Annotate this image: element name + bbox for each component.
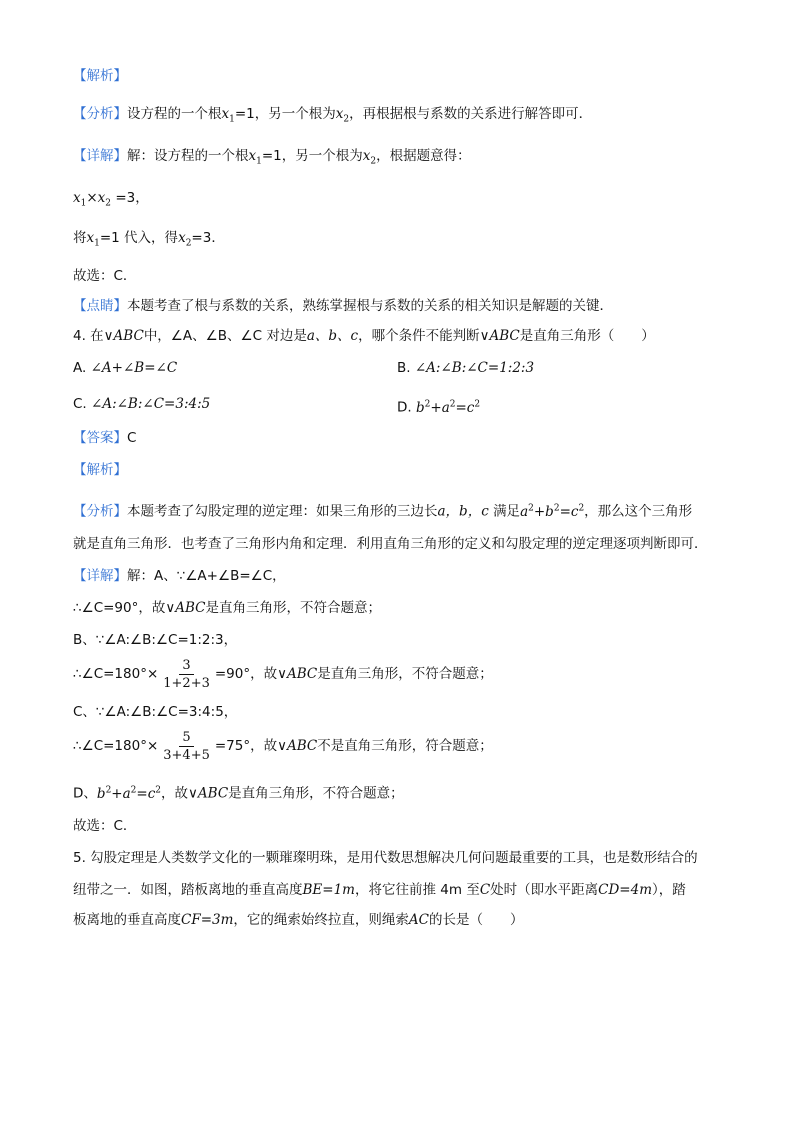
- option-label: D.: [397, 399, 412, 416]
- text: 处时（即水平距离: [490, 882, 599, 898]
- q3-comment-line: [73, 296, 613, 316]
- text: ，故: [161, 785, 189, 802]
- math-c: C: [479, 882, 491, 898]
- q4-options-row1: [73, 358, 733, 378]
- math-x1: $x_1$: [86, 230, 100, 249]
- analysis-heading: [73, 66, 127, 86]
- triangle-abc: ∨ABC: [479, 328, 520, 344]
- xiangjie-tag: 【详解】: [73, 568, 127, 584]
- q4-detail-A: [73, 566, 286, 586]
- option-a[interactable]: [73, 360, 177, 376]
- math-x2: $x_2$: [178, 230, 192, 249]
- math-x1: $x_1$: [248, 148, 262, 167]
- fenxi-tag: 【分析】: [73, 503, 127, 520]
- math-sides: a、b、c: [306, 328, 359, 344]
- fraction: [160, 729, 213, 764]
- fraction: [160, 657, 213, 692]
- denominator: 3+4+5: [163, 747, 210, 763]
- text: ，那么这个三角形: [584, 503, 693, 520]
- math-x1: $x_1$: [221, 106, 235, 125]
- q5-line2: [73, 880, 686, 900]
- text: ，哪个条件不能判断: [358, 328, 480, 344]
- text: 解：A、∵∠A+∠B=∠C，: [127, 568, 286, 584]
- option-text: ∠A:∠B:∠C=1:2:3: [414, 360, 535, 376]
- text: 是直角三角形（ ）: [519, 328, 655, 344]
- q3-product-line: [73, 188, 149, 214]
- text: ，再根据根与系数的关系进行解答即可．: [349, 106, 593, 122]
- q3-analysis-line: [73, 104, 592, 130]
- q4-A-result: [73, 598, 381, 618]
- text: 本题考查了根与系数的关系，熟练掌握根与系数的关系的相关知识是解题的关键．: [127, 298, 613, 314]
- text: =1，另一个根为: [234, 106, 336, 122]
- text: =1 代入，得: [99, 230, 179, 246]
- math-x2: $x_2$: [335, 106, 350, 125]
- text: =90°，故: [214, 666, 278, 682]
- text: =1，另一个根为: [261, 148, 363, 164]
- text: D、: [73, 785, 97, 802]
- option-b[interactable]: [397, 358, 534, 378]
- math-product: $x_1\times x_2$: [73, 190, 112, 209]
- option-label: B.: [397, 360, 411, 376]
- text: ，根据题意得：: [376, 148, 471, 164]
- math-x2: $x_2$: [362, 148, 377, 167]
- q4-C-calc: [73, 728, 493, 764]
- text: ∴∠C=180°×: [73, 666, 159, 682]
- q4-stem: [73, 326, 655, 346]
- text: =3，: [115, 190, 149, 206]
- triangle-abc: ∨ABC: [277, 666, 318, 682]
- numerator: 3: [179, 657, 193, 675]
- analysis-tag: 【解析】: [73, 68, 127, 84]
- text: ∴∠C=90°，故: [73, 600, 166, 616]
- q3-choose: 故选：C．: [73, 268, 137, 284]
- math-pythagoras: $b^2+a^2=c^2$: [96, 785, 162, 802]
- denominator: 1+2+3: [163, 675, 210, 691]
- option-label: C.: [73, 396, 87, 412]
- math-sides: a，b，c: [437, 503, 489, 520]
- option-text: $b^2+a^2=c^2$: [415, 399, 481, 416]
- option-c[interactable]: [73, 396, 210, 412]
- option-text: ∠A:∠B:∠C=3:4:5: [91, 396, 211, 412]
- text: 纽带之一．如图，踏板离地的垂直高度: [73, 882, 303, 898]
- q4-answer-line: [73, 428, 136, 448]
- text: 将: [73, 230, 87, 246]
- triangle-abc: ∨ABC: [165, 600, 206, 616]
- triangle-abc: ∨ABC: [103, 328, 144, 344]
- triangle-abc: ∨ABC: [188, 785, 229, 802]
- q5-line3: [73, 910, 524, 930]
- dianjing-tag: 【点睛】: [73, 298, 127, 314]
- fenxi-tag: 【分析】: [73, 106, 127, 122]
- text: 满足: [493, 503, 521, 520]
- text: 4. 在: [73, 328, 104, 344]
- text: ，将它往前推 4m 至: [354, 882, 480, 898]
- analysis-tag: 【解析】: [73, 462, 127, 478]
- q4-options-row2: [73, 394, 733, 414]
- text: 板离地的垂直高度: [73, 912, 181, 928]
- text: 是直角三角形，不符合题意；: [228, 785, 404, 802]
- text: 的长是（ ）: [429, 912, 524, 928]
- text: 中，∠A、∠B、∠C 对边是: [143, 328, 307, 344]
- text: ∴∠C=180°×: [73, 738, 159, 754]
- q4-D-result: [73, 780, 404, 804]
- option-text: ∠A+∠B=∠C: [90, 360, 178, 376]
- text: ），踏: [652, 882, 686, 898]
- text: ，它的绳索始终拉直，则绳索: [233, 912, 409, 928]
- q4-B-calc: [73, 656, 493, 692]
- math-cd: CD=4m: [598, 882, 653, 898]
- math-ac: AC: [408, 912, 429, 928]
- text: =75°，故: [214, 738, 278, 754]
- q3-substitute-line: [73, 228, 225, 254]
- text: 解：设方程的一个根: [127, 148, 249, 164]
- q4-fenxi-line1: [73, 498, 692, 522]
- text: 设方程的一个根: [127, 106, 222, 122]
- text: 本题考查了勾股定理的逆定理：如果三角形的三边长: [127, 503, 438, 520]
- option-label: A.: [73, 360, 87, 376]
- q4-choose: 故选：C．: [73, 818, 137, 834]
- text: 是直角三角形，不符合题意；: [317, 666, 493, 682]
- q4-fenxi-line2: 就是直角三角形．也考查了三角形内角和定理．利用直角三角形的定义和勾股定理的逆定理逐项判断即可．: [73, 536, 708, 552]
- q3-detail-line: [73, 146, 471, 172]
- math-pythagoras: $a^2+b^2=c^2$: [520, 503, 585, 520]
- xiangjie-tag: 【详解】: [73, 148, 127, 164]
- math-cf: CF=3m: [181, 912, 234, 928]
- q4-B-cond: B、∵∠A:∠B:∠C=1:2:3，: [73, 632, 238, 648]
- answer-tag: 【答案】: [73, 430, 127, 446]
- text: 不是直角三角形，符合题意；: [317, 738, 493, 754]
- q4-analysis-heading: [73, 460, 127, 480]
- option-d[interactable]: [397, 394, 480, 418]
- math-be: BE=1m: [302, 882, 355, 898]
- q5-line1: 5. 勾股定理是人类数学文化的一颗璀璨明珠，是用代数思想解决几何问题最重要的工具，也是数形结合的: [73, 850, 698, 866]
- triangle-abc: ∨ABC: [277, 738, 318, 754]
- q4-C-cond: C、∵∠A:∠B:∠C=3:4:5，: [73, 704, 238, 720]
- numerator: 5: [179, 729, 193, 747]
- text: 是直角三角形，不符合题意；: [205, 600, 381, 616]
- answer-value: C: [127, 430, 137, 446]
- text: =3．: [191, 230, 225, 246]
